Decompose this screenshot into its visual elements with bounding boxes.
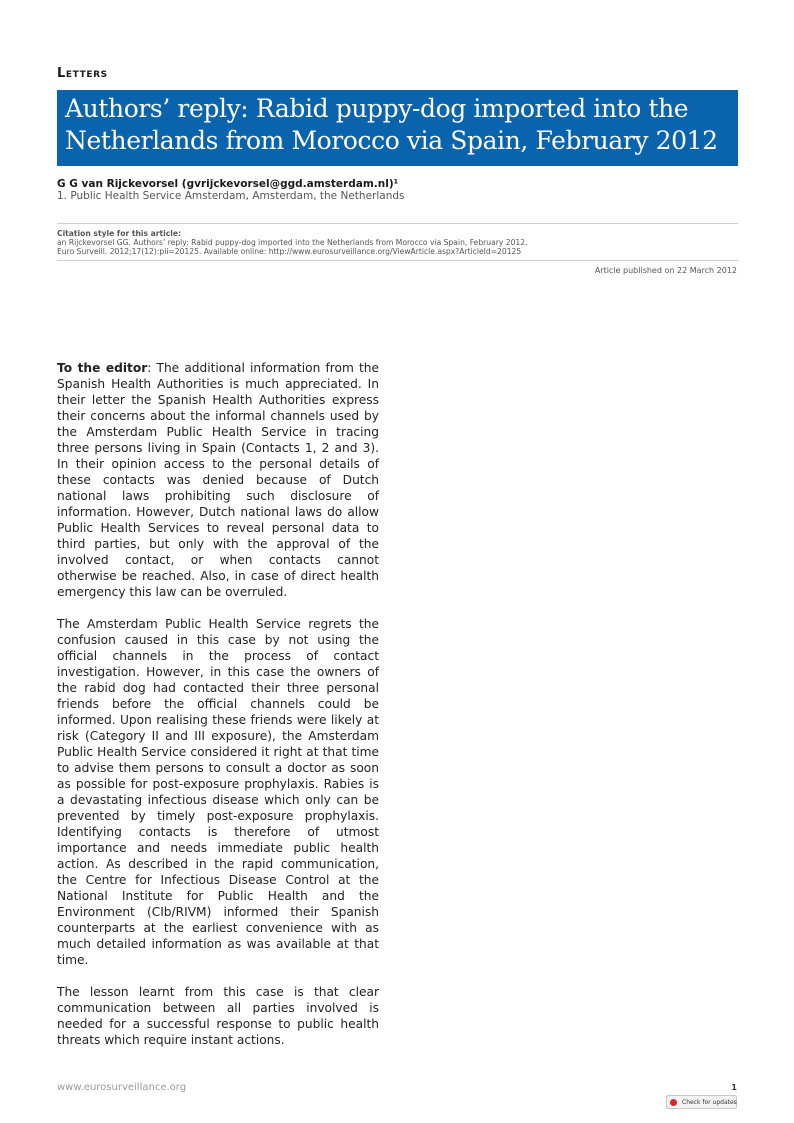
citation-line: an Rijckevorsel GG. Authors’ reply: Rabid puppy-dog imported into the Netherlands from Morocco via Spain, February 2012. [57, 238, 528, 247]
divider [57, 223, 738, 224]
paragraph: The lesson learnt from this case is that clear communication between all parties involved is needed for a successful response to public health threats which require instant actions. [57, 985, 379, 1047]
paragraph: The Amsterdam Public Health Service regrets the confusion caused in this case by not using the official channels in the process of contact investigation. However, in this case the owners of the rabid dog had contacted their three personal friends before the official channels could be informed. Upon realising these friends were likely at risk (Category II and III exposure), the Amsterdam Public Health Service considered it right at that time to advise them persons to consult a doctor as soon as possible for post-exposure prophylaxis. Rabies is a devastating infectious disease which only can be prevented by timely post-exposure prophylaxis. Identifying contacts is therefore of utmost importance and needs immediate public health action. As described in the rapid communication, the Centre for Infectious Disease Control at the National Institute for Public Health and the Environment (CIb/RIVM) informed their Spanish counterparts at the earliest convenience with as much detailed information as was available at that time. [57, 617, 379, 967]
article-title [65, 93, 730, 157]
paragraph-text: : The additional information from the Spanish Health Authorities is much appreciated. In their letter the Spanish Health Authorities express their concerns about the informal channels used by the Amsterdam Public Health Service in tracing three persons living in Spain (Contacts 1, 2 and 3). In their opinion access to the personal details of these contacts was denied because of Dutch national laws prohibiting such disclosure of information. However, Dutch national laws do allow Public Health Services to reveal personal data to third parties, but only with the approval of the involved contact, or when contacts cannot otherwise be reached. Also, in case of direct health emergency this law can be overruled. [57, 361, 379, 599]
citation-heading: Citation style for this article: [57, 229, 182, 238]
page-number: 1 [731, 1083, 737, 1092]
paragraph [57, 360, 379, 600]
badge-label: Check for updates [682, 1098, 737, 1106]
title-banner [57, 90, 738, 166]
citation-block [57, 229, 738, 256]
citation-line: Euro Surveill. 2012;17(12):pii=20125. Available online: http://www.eurosurveillance.org/ViewArticle.aspx?ArticleId=20125 [57, 247, 522, 256]
letter-body [57, 360, 379, 1064]
salutation: To the editor [57, 361, 148, 375]
affiliation: 1. Public Health Service Amsterdam, Amsterdam, the Netherlands [57, 190, 405, 202]
check-for-updates-button[interactable] [666, 1095, 737, 1109]
published-date: Article published on 22 March 2012 [594, 266, 737, 275]
author-line: G G van Rijckevorsel (gvrijckevorsel@ggd.amsterdam.nl)¹ [57, 178, 399, 190]
section-label: Letters [57, 66, 108, 81]
footer-url[interactable]: www.eurosurveillance.org [57, 1082, 187, 1093]
title-line: Authors’ reply: Rabid puppy-dog imported into the [65, 94, 689, 123]
divider [57, 260, 738, 261]
title-line: Netherlands from Morocco via Spain, February 2012 [65, 126, 718, 155]
crossmark-icon [670, 1099, 677, 1106]
